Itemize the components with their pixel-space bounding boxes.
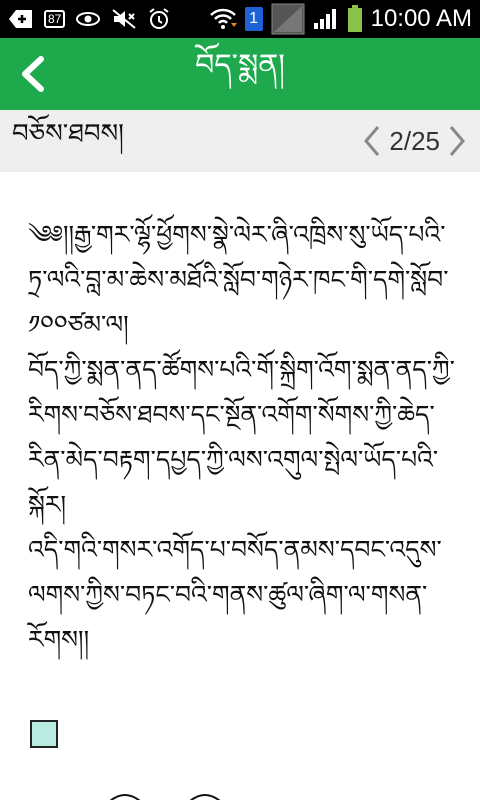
page-indicator: 2/25 <box>389 125 440 156</box>
sim-slot-icon: 1 <box>245 7 263 31</box>
app-bar <box>0 38 480 110</box>
app-title: བོད་སྨན། <box>195 48 285 83</box>
article-content <box>28 212 456 662</box>
battery-icon <box>347 5 363 33</box>
section-title: བཅོས་ཐབས། <box>12 118 124 149</box>
article-paragraph: འདི་གའི་གསར་འགོད་པ་བསོད་ནམས་དབང་འདུས་ལགས་ཀྱིས་བཏང་བའི་གནས་ཚུལ་ཞིག་ལ་གསན་རོགས།། <box>28 535 442 654</box>
status-left-icons <box>8 7 171 31</box>
next-item-preview <box>100 788 260 800</box>
article-paragraph: བོད་ཀྱི་སྨན་ནད་ཚོགས་པའི་གོ་སྐྲིག་འོག་སྨན་ནད་ཀྱི་རིགས་བཅོས་ཐབས་དང་སྔོན་འགོག་སོགས་ཀྱི་ཆེད་རིན་མེད་བརྟག་དཔྱད་ཀྱི་ལས་འགུལ་སྤེལ་ཡོད་པའི་སྐོར། <box>28 355 455 519</box>
status-clock: 10:00 AM <box>370 5 472 32</box>
back-button[interactable] <box>12 52 52 96</box>
add-notification-icon <box>8 8 34 30</box>
status-right-icons <box>209 3 472 35</box>
article-paragraph: ༄༅།།རྒྱ་གར་ལྷོ་ཕྱོགས་སྣེ་ལེར་ཞི་འཁྲིས་སུ་ཡོད་པའི་ཏྲ་ལའི་བླ་མ་ཆེས་མཐོའི་སློབ་གཉེར་ཁང་གི་དགེ་སློབ་༡༠༠ཙམ་ལ། <box>28 220 449 339</box>
signal-strength-icon <box>313 7 339 31</box>
chevron-right-icon <box>449 125 465 157</box>
eye-icon <box>75 10 101 28</box>
alarm-icon <box>147 7 171 31</box>
select-checkbox[interactable] <box>30 720 58 748</box>
chevron-left-icon <box>364 125 380 157</box>
wifi-icon <box>209 7 237 31</box>
no-signal-icon <box>271 3 305 35</box>
previous-page-button[interactable] <box>361 121 383 161</box>
sub-header <box>0 110 480 172</box>
next-page-button[interactable] <box>446 121 468 161</box>
battery-level-icon: 87 <box>44 10 65 28</box>
mute-icon <box>111 8 137 30</box>
pager <box>361 121 468 161</box>
chevron-left-icon <box>19 55 45 93</box>
